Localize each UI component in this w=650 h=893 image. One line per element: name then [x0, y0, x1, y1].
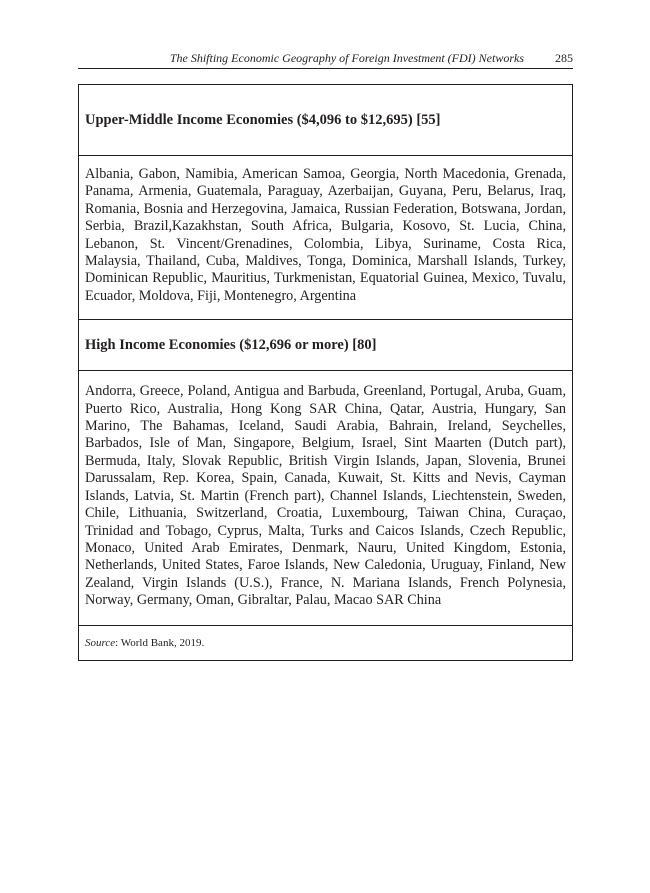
- upper-middle-income-heading: Upper-Middle Income Economies ($4,096 to $12,695) [55]: [85, 111, 441, 128]
- upper-middle-income-countries: Albania, Gabon, Namibia, American Samoa, Georgia, North Macedonia, Grenada, Panama, Armenia, Guatemala, Paraguay, Azerbaijan, Guyana, Peru, Belarus, Iraq, Romania, Bosnia and Herzegovina, Jamaica, Russian Federation, Botswana, Jordan, Serbia, Brazil,Kazakhstan, South Africa, Bulgaria, Kosovo, St. Lucia, China, Lebanon, St. Vincent/Grenadines, Colombia, Libya, Suriname, Costa Rica, Malaysia, Thailand, Cuba, Maldives, Tonga, Dominica, Marshall Islands, Turkey, Dominican Republic, Mauritius, Turkmenistan, Equatorial Guinea, Mexico, Tuvalu, Ecuador, Moldova, Fiji, Montenegro, Argentina: [79, 156, 572, 320]
- page-number: 285: [555, 51, 573, 65]
- high-income-heading: High Income Economies ($12,696 or more) [80]: [85, 336, 377, 353]
- source-label: Source: [85, 636, 116, 649]
- high-income-countries: Andorra, Greece, Poland, Antigua and Barbuda, Greenland, Portugal, Aruba, Guam, Puerto Rico, Australia, Hong Kong SAR China, Qatar, Austria, Hungary, San Marino, The Bahamas, Iceland, Saudi Arabia, Bahrain, Ireland, Seychelles, Barbados, Isle of Man, Singapore, Belgium, Israel, Sint Maarten (Dutch part), Bermuda, Italy, Slovak Republic, British Virgin Islands, Japan, Slovenia, Brunei Darussalam, Rep. Korea, Spain, Canada, Kuwait, St. Kitts and Nevis, Cayman Islands, Latvia, St. Martin (French part), Channel Islands, Liechtenstein, Sweden, Chile, Lithuania, Switzerland, Croatia, Luxembourg, Taiwan China, Curaçao, Trinidad and Tobago, Cyprus, Malta, Turks and Caicos Islands, Czech Republic, Monaco, United Arab Emirates, Denmark, Nauru, United Kingdom, Estonia, Netherlands, United States, Faroe Islands, New Caledonia, Uruguay, Finland, New Zealand, Virgin Islands (U.S.), France, N. Mariana Islands, French Polynesia, Norway, Germany, Oman, Gibraltar, Palau, Macao SAR China: [79, 371, 572, 625]
- upper-middle-income-heading-row: [79, 85, 572, 156]
- high-income-heading-row: [79, 320, 572, 371]
- table-source-row: [79, 626, 572, 660]
- source-note: [85, 637, 204, 649]
- income-classification-table: [78, 84, 573, 661]
- running-head-title: The Shifting Economic Geography of Foreign Investment (FDI) Networks: [169, 51, 524, 65]
- source-text: : World Bank, 2019.: [115, 636, 205, 649]
- running-head: [78, 50, 573, 69]
